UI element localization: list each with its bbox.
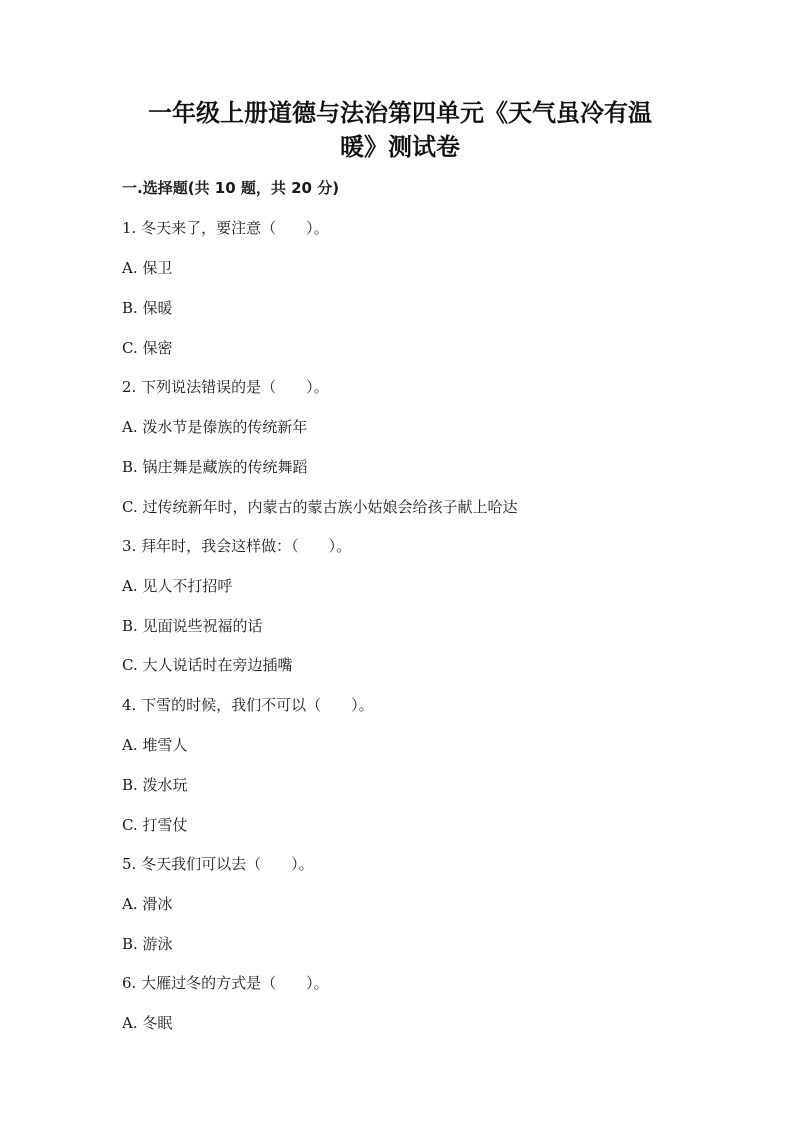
- question-4-option-c: C. 打雪仗: [122, 816, 188, 834]
- question-2-stem: 2. 下列说法错误的是（ ）。: [122, 378, 329, 396]
- question-1-stem: 1. 冬天来了，要注意（ ）。: [122, 219, 329, 237]
- question-1-option-a: A. 保卫: [122, 259, 173, 277]
- question-5-option-b: B. 游泳: [122, 935, 173, 953]
- question-4-option-a: A. 堆雪人: [122, 736, 188, 754]
- question-3-option-a: A. 见人不打招呼: [122, 577, 233, 595]
- section-heading: 一.选择题(共 10 题，共 20 分): [122, 179, 340, 197]
- question-5-stem: 5. 冬天我们可以去（ ）。: [122, 855, 314, 873]
- question-3-option-b: B. 见面说些祝福的话: [122, 617, 263, 635]
- question-5-option-a: A. 滑冰: [122, 895, 173, 913]
- question-6-stem: 6. 大雁过冬的方式是（ ）。: [122, 974, 329, 992]
- question-6-option-a: A. 冬眠: [122, 1014, 173, 1032]
- question-3-option-c: C. 大人说话时在旁边插嘴: [122, 656, 293, 674]
- page-title-line2: 暖》测试卷: [340, 133, 460, 161]
- question-2-option-b: B. 锅庄舞是藏族的传统舞蹈: [122, 458, 308, 476]
- question-1-option-b: B. 保暖: [122, 299, 173, 317]
- question-2-option-a: A. 泼水节是傣族的传统新年: [122, 418, 308, 436]
- question-4-stem: 4. 下雪的时候，我们不可以（ ）。: [122, 696, 374, 714]
- question-4-option-b: B. 泼水玩: [122, 776, 188, 794]
- question-2-option-c: C. 过传统新年时，内蒙古的蒙古族小姑娘会给孩子献上哈达: [122, 498, 518, 516]
- page-title-line1: 一年级上册道德与法治第四单元《天气虽冷有温: [148, 99, 652, 127]
- question-3-stem: 3. 拜年时，我会这样做：（ ）。: [122, 537, 352, 555]
- question-1-option-c: C. 保密: [122, 339, 173, 357]
